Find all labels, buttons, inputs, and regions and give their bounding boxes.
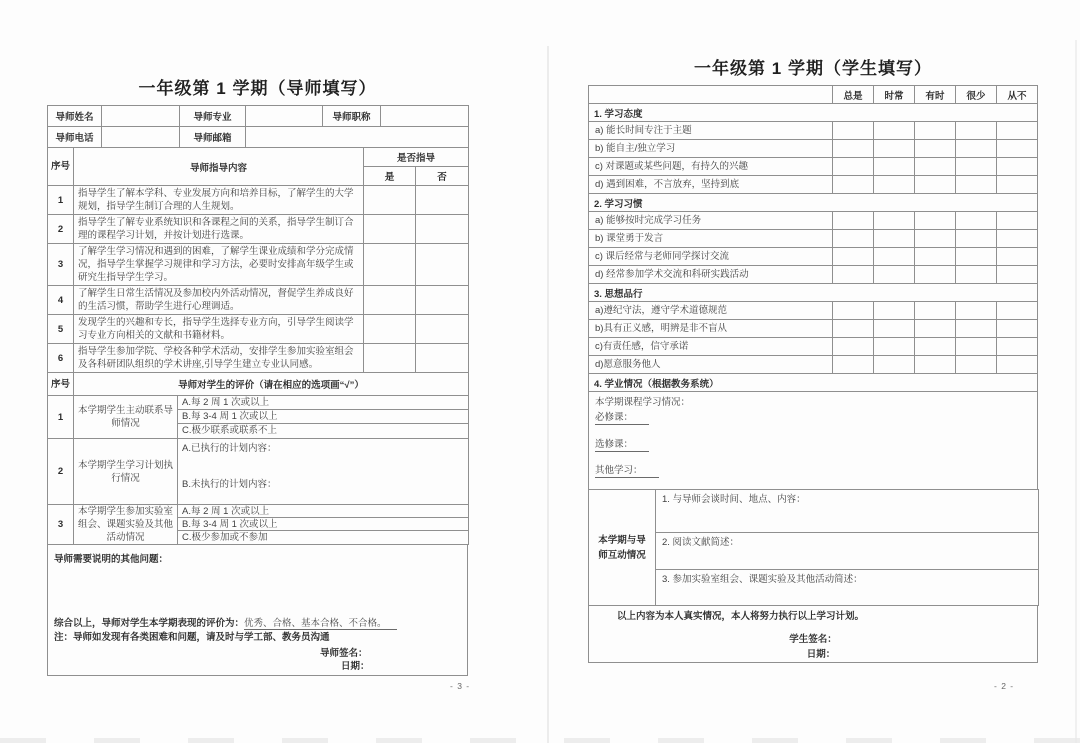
- frequency-header: 总是: [833, 86, 874, 104]
- academic-status-cell: [588, 391, 1038, 490]
- rating-cell: [915, 230, 956, 248]
- left-page-number: - 3 -: [450, 681, 471, 691]
- guided-no-cell: [416, 244, 469, 286]
- guidance-row-text: 了解学生日常生活情况及参加校内外活动情况，督促学生养成良好的生活习惯，帮助学生进行心理调适。: [74, 286, 364, 315]
- guidance-col-yes: 是: [364, 167, 416, 186]
- rating-cell: [997, 140, 1038, 158]
- course-intro-label: 本学期课程学习情况：: [595, 397, 691, 408]
- right-page-number: - 2 -: [994, 681, 1015, 691]
- rating-cell: [833, 140, 874, 158]
- mentor-name-label: 导师姓名: [48, 106, 102, 127]
- guidance-col-not: 否: [416, 167, 469, 186]
- rating-cell: [874, 338, 915, 356]
- self-rating-table: [588, 85, 1038, 392]
- evaluation-row-label: 本学期学生学习计划执行情况: [74, 439, 178, 505]
- rating-cell: [874, 248, 915, 266]
- guided-no-cell: [416, 215, 469, 244]
- student-page-title: 一年级第 1 学期（学生填写）: [694, 59, 932, 78]
- rating-item: c)有责任感，信守承诺: [589, 338, 833, 356]
- section-header: 2. 学习习惯: [589, 194, 1038, 212]
- rating-cell: [956, 356, 997, 374]
- rating-cell: [833, 212, 874, 230]
- rating-cell: [956, 230, 997, 248]
- mentor-form-page: [47, 78, 468, 676]
- rating-cell: [833, 248, 874, 266]
- evaluation-option: B.每 3-4 周 1 次或以上: [178, 518, 468, 531]
- rating-cell: [833, 302, 874, 320]
- rating-cell: [956, 212, 997, 230]
- rating-cell: [874, 356, 915, 374]
- other-issues-label: 导师需要说明的其他问题：: [54, 554, 169, 565]
- rating-cell: [997, 230, 1038, 248]
- right-edge-line: [1075, 40, 1077, 743]
- declaration-text: 以上内容为本人真实情况，本人将努力执行以上学习计划。: [617, 611, 865, 622]
- rating-cell: [997, 248, 1038, 266]
- mentor-page-title: 一年级第 1 学期（导师填写）: [138, 79, 377, 98]
- evaluation-row-no: 3: [48, 505, 74, 545]
- rating-cell: [915, 302, 956, 320]
- rating-item: d) 遇到困难，不言放弃，坚持到底: [589, 176, 833, 194]
- frequency-header: 时常: [874, 86, 915, 104]
- rating-cell: [833, 158, 874, 176]
- rating-cell: [915, 320, 956, 338]
- guidance-row-no: 5: [48, 315, 74, 344]
- evaluation-row-label: 本学期学生主动联系导师情况: [74, 396, 178, 439]
- evaluation-row-no: 2: [48, 439, 74, 505]
- rating-cell: [956, 176, 997, 194]
- rating-cell: [915, 266, 956, 284]
- rating-cell: [956, 320, 997, 338]
- rating-cell: [915, 248, 956, 266]
- mentor-phone-field: [102, 127, 180, 148]
- evaluation-option: C.极少联系或联系不上: [182, 425, 278, 436]
- guided-no-cell: [416, 344, 469, 373]
- mentor-signature-label: 导师签名：: [320, 648, 368, 659]
- rating-cell: [956, 122, 997, 140]
- guidance-row-text: 指导学生了解专业系统知识和各课程之间的关系，指导学生制订合理的课程学习计划，并按计划进行选课。: [74, 215, 364, 244]
- evaluation-options: [178, 396, 469, 439]
- rating-cell: [874, 212, 915, 230]
- rating-item: b) 能自主/独立学习: [589, 140, 833, 158]
- guided-no-cell: [416, 286, 469, 315]
- interaction-item: 2. 阅读文献简述：: [656, 533, 1039, 570]
- rating-cell: [997, 176, 1038, 194]
- mentor-email-field: [246, 127, 469, 148]
- rating-cell: [956, 248, 997, 266]
- rating-corner-cell: [589, 86, 833, 104]
- rating-cell: [956, 338, 997, 356]
- mentor-major-field: [246, 106, 323, 127]
- rating-cell: [915, 158, 956, 176]
- rating-cell: [833, 176, 874, 194]
- guidance-row-text: 指导学生了解本学科、专业发展方向和培养目标，了解学生的大学规划，指导学生制订合理的人生规划。: [74, 186, 364, 215]
- evaluation-option: A.每 2 周 1 次或以上: [178, 505, 468, 518]
- rating-cell: [833, 338, 874, 356]
- section-header: 1. 学习态度: [589, 104, 1038, 122]
- other-study-label: 其他学习：: [595, 464, 659, 478]
- rating-cell: [997, 266, 1038, 284]
- interaction-item: 1. 与导师会谈时间、地点、内容：: [656, 490, 1039, 533]
- overall-evaluation-options: 优秀、合格、基本合格、不合格。: [244, 618, 397, 630]
- rating-cell: [874, 176, 915, 194]
- rating-cell: [833, 230, 874, 248]
- evaluation-col-no: 序号: [48, 373, 74, 396]
- rating-cell: [915, 140, 956, 158]
- rating-cell: [915, 338, 956, 356]
- rating-cell: [997, 212, 1038, 230]
- rating-cell: [997, 122, 1038, 140]
- guided-yes-cell: [364, 344, 416, 373]
- mentor-info-table: [47, 105, 469, 148]
- rating-cell: [874, 140, 915, 158]
- evaluation-table: [47, 372, 469, 545]
- evaluation-option: B.每 3-4 周 1 次或以上: [178, 410, 468, 424]
- frequency-header: 有时: [915, 86, 956, 104]
- mentor-name-field: [102, 106, 180, 127]
- rating-cell: [956, 140, 997, 158]
- required-courses-label: 必修课：: [595, 411, 649, 425]
- student-form-page: [588, 58, 1038, 663]
- mentor-title-label: 导师职称: [323, 106, 381, 127]
- rating-cell: [874, 122, 915, 140]
- section-header: 3. 思想品行: [589, 284, 1038, 302]
- rating-cell: [997, 356, 1038, 374]
- rating-item: d) 经常参加学术交流和科研实践活动: [589, 266, 833, 284]
- rating-cell: [833, 122, 874, 140]
- rating-cell: [956, 266, 997, 284]
- overall-evaluation-line: [54, 615, 397, 629]
- elective-courses-label: 选修课：: [595, 438, 649, 452]
- guided-yes-cell: [364, 315, 416, 344]
- evaluation-option: A.已执行的计划内容：: [182, 443, 277, 454]
- rating-cell: [915, 122, 956, 140]
- student-date-label: 日期：: [806, 649, 836, 660]
- rating-cell: [874, 158, 915, 176]
- rating-cell: [874, 302, 915, 320]
- guided-yes-cell: [364, 244, 416, 286]
- evaluation-header: 导师对学生的评价（请在相应的选项画“√”）: [74, 373, 469, 396]
- evaluation-options: [178, 505, 469, 545]
- guidance-table: [47, 147, 469, 373]
- evaluation-option: C.极少参加或不参加: [182, 532, 268, 543]
- guidance-col-guided: 是否指导: [364, 148, 469, 167]
- guidance-row-no: 6: [48, 344, 74, 373]
- rating-cell: [997, 158, 1038, 176]
- mentor-phone-label: 导师电话: [48, 127, 102, 148]
- guidance-row-no: 4: [48, 286, 74, 315]
- rating-cell: [833, 266, 874, 284]
- guided-no-cell: [416, 186, 469, 215]
- rating-cell: [915, 176, 956, 194]
- guidance-col-content: 导师指导内容: [74, 148, 364, 186]
- rating-cell: [874, 320, 915, 338]
- mentor-email-label: 导师邮箱: [180, 127, 246, 148]
- academic-section-header: 4. 学业情况（根据教务系统）: [589, 374, 1038, 392]
- rating-item: c) 课后经常与老师同学探讨交流: [589, 248, 833, 266]
- page-divider-line: [547, 46, 549, 743]
- bottom-dashed-edge: [0, 738, 1080, 743]
- mentor-title-field: [381, 106, 469, 127]
- evaluation-option: B.未执行的计划内容：: [182, 479, 277, 490]
- rating-item: d)愿意服务他人: [589, 356, 833, 374]
- evaluation-row-label: 本学期学生参加实验室组会、课题实验及其他活动情况: [74, 505, 178, 545]
- mentor-footer-cell: [47, 544, 468, 676]
- guidance-col-no: 序号: [48, 148, 74, 186]
- rating-cell: [874, 266, 915, 284]
- evaluation-row-no: 1: [48, 396, 74, 439]
- rating-cell: [956, 302, 997, 320]
- rating-item: b) 课堂勇于发言: [589, 230, 833, 248]
- rating-item: a) 能长时间专注于主题: [589, 122, 833, 140]
- rating-cell: [874, 230, 915, 248]
- interaction-table: [588, 489, 1039, 606]
- interaction-item: 3. 参加实验室组会、课题实验及其他活动简述：: [656, 570, 1039, 606]
- rating-cell: [833, 320, 874, 338]
- guided-no-cell: [416, 315, 469, 344]
- rating-cell: [997, 320, 1038, 338]
- guidance-row-text: 了解学生学习情况和遇到的困难，了解学生课业成绩和学分完成情况，指导学生掌握学习规律和学习方法，必要时安排高年级学生或研究生指导学生学习。: [74, 244, 364, 286]
- rating-item: a)遵纪守法，遵守学术道德规范: [589, 302, 833, 320]
- guidance-row-no: 3: [48, 244, 74, 286]
- rating-cell: [997, 338, 1038, 356]
- mentor-date-label: 日期：: [341, 661, 370, 672]
- guided-yes-cell: [364, 286, 416, 315]
- rating-cell: [915, 212, 956, 230]
- rating-item: a) 能够按时完成学习任务: [589, 212, 833, 230]
- evaluation-options: [178, 439, 469, 505]
- guidance-row-text: 发现学生的兴趣和专长，指导学生选择专业方向，引导学生阅读学习专业方向相关的文献和书籍材料。: [74, 315, 364, 344]
- guidance-row-no: 2: [48, 215, 74, 244]
- frequency-header: 从不: [997, 86, 1038, 104]
- guided-yes-cell: [364, 186, 416, 215]
- overall-evaluation-prefix: 综合以上，导师对学生本学期表现的评价为：: [54, 618, 245, 629]
- rating-item: b)具有正义感，明辨是非不盲从: [589, 320, 833, 338]
- rating-cell: [915, 356, 956, 374]
- guided-yes-cell: [364, 215, 416, 244]
- frequency-header: 很少: [956, 86, 997, 104]
- mentor-note: 注：导师如发现有各类困难和问题，请及时与学工部、教务员沟通: [54, 632, 330, 643]
- interaction-label: 本学期与导师互动情况: [589, 490, 656, 606]
- guidance-row-no: 1: [48, 186, 74, 215]
- student-signature-label: 学生签名：: [789, 634, 837, 645]
- declaration-cell: [588, 605, 1038, 663]
- rating-cell: [833, 356, 874, 374]
- mentor-major-label: 导师专业: [180, 106, 246, 127]
- rating-item: c) 对课题或某些问题，有持久的兴趣: [589, 158, 833, 176]
- evaluation-option: A.每 2 周 1 次或以上: [178, 396, 468, 410]
- guidance-row-text: 指导学生参加学院、学校各种学术活动，安排学生参加实验室组会及各科研团队组织的学术讲座,引导学生建立专业认同感。: [74, 344, 364, 373]
- rating-cell: [997, 302, 1038, 320]
- rating-cell: [956, 158, 997, 176]
